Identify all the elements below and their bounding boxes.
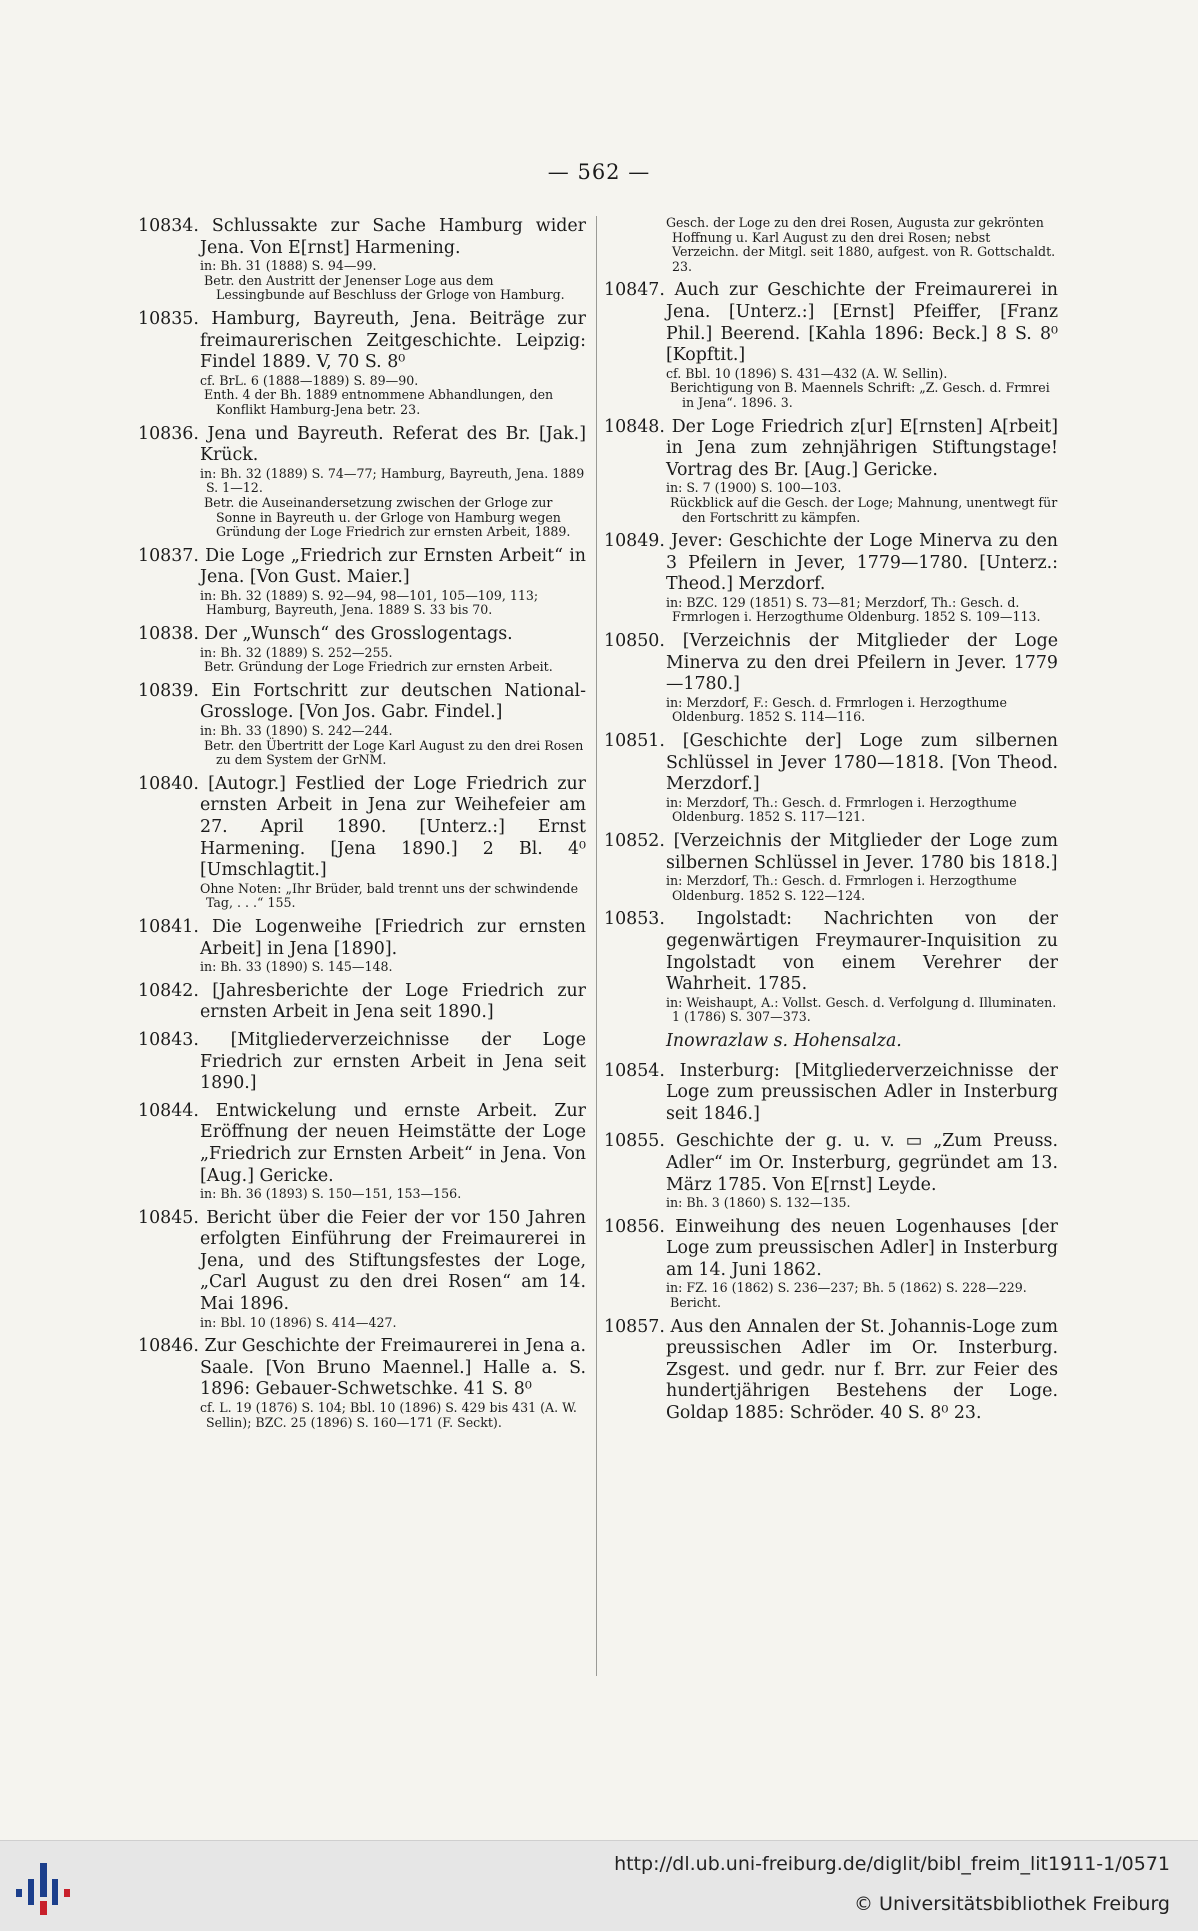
left-column	[138, 216, 586, 1436]
entry-note: in: Bh. 31 (1888) S. 94—99.	[200, 258, 377, 274]
bibliography-entry	[138, 309, 586, 418]
entry-note: in: Bh. 3 (1860) S. 132—135.	[666, 1195, 851, 1211]
entry-heading: 10857. Aus den Annalen der St. Johannis-Loge zum preussischen Adler im Or. Insterburg. Zsgest. und gedr. nur f. Brr. zur Feier des hundertjährigen Bestehens der Loge. Goldap 1885: Schröder. 40 S. 8⁰ 23.	[604, 1316, 1058, 1424]
entry-note: in: Bbl. 10 (1896) S. 414—427.	[200, 1314, 397, 1330]
entry-heading: 10848. Der Loge Friedrich z[ur] E[rnsten] A[rbeit] in Jena zum zehnjährigen Stiftungstage! Vortrag des Br. [Aug.] Gericke.	[604, 416, 1058, 480]
entry-heading: 10842. [Jahresberichte der Loge Friedrich zur ernsten Arbeit in Jena seit 1890.]	[138, 980, 586, 1023]
entry-heading: 10840. [Autogr.] Festlied der Loge Friedrich zur ernsten Arbeit in Jena zur Weihefeier am 27. April 1890. [Unterz.:] Ernst Harmening. [Jena 1890.] 2 Bl. 4⁰ [Umschlagtit.]	[138, 773, 586, 881]
copyright-text: © Universitätsbibliothek Freiburg	[854, 1893, 1170, 1915]
library-logo-icon	[12, 1859, 76, 1919]
entry-heading: 10853. Ingolstadt: Nachrichten von der gegenwärtigen Freymaurer-Inquisition zu Ingolstadt von einem Verehrer der Wahrheit. 1785.	[604, 909, 1058, 995]
entry-note: Gesch. der Loge zu den drei Rosen, Augusta zur gekrönten Hoffnung u. Karl August zu den drei Rosen; nebst Verzeichn. der Mitgl. seit 1880, aufgest. von R. Gottschaldt. 23.	[666, 215, 1056, 274]
entry-heading: 10836. Jena und Bayreuth. Referat des Br. [Jak.] Krück.	[138, 423, 586, 466]
bibliography-entry	[138, 1208, 586, 1331]
entry-note: in: Merzdorf, Th.: Gesch. d. Frmrlogen i. Herzogthume Oldenburg. 1852 S. 117—121.	[666, 794, 1017, 825]
entry-note: cf. BrL. 6 (1888—1889) S. 89—90.	[200, 372, 419, 388]
entry-heading: 10838. Der „Wunsch“ des Grosslogentags.	[138, 624, 513, 645]
bibliography-entry	[604, 731, 1058, 825]
bibliography-entry	[138, 1101, 586, 1202]
entry-note: Ohne Noten: „Ihr Brüder, bald trennt uns der schwindende Tag, . . .“ 155.	[200, 880, 579, 911]
entry-heading: 10837. Die Loge „Friedrich zur Ernsten Arbeit“ in Jena. [Von Gust. Maier.]	[138, 545, 586, 588]
entry-note: Betr. Gründung der Loge Friedrich zur ernsten Arbeit.	[204, 659, 553, 675]
entry-note: in: Bh. 32 (1889) S. 74—77; Hamburg, Bayreuth, Jena. 1889 S. 1—12.	[200, 465, 585, 496]
entry-heading: 10847. Auch zur Geschichte der Freimaurerei in Jena. [Unterz.:] [Ernst] Pfeiffer, [Franz Phil.] Beerend. [Kahla 1896: Beck.] 8 S. 8⁰ [Kopftit.]	[604, 280, 1058, 366]
entry-note: Betr. den Übertritt der Loge Karl August zu den drei Rosen zu dem System der GrNM.	[204, 737, 584, 768]
footer-bar	[0, 1840, 1198, 1931]
entry-note: in: S. 7 (1900) S. 100—103.	[666, 480, 842, 496]
entry-note: in: BZC. 129 (1851) S. 73—81; Merzdorf, Th.: Gesch. d. Frmrlogen i. Herzogthume Oldenburg. 1852 S. 109—113.	[666, 594, 1041, 625]
entry-heading: 10849. Jever: Geschichte der Loge Minerva zu den 3 Pfeilern in Jever, 1779—1780. [Unterz.: Theod.] Merzdorf.	[604, 531, 1058, 595]
entry-heading: 10834. Schlussakte zur Sache Hamburg wider Jena. Von E[rnst] Harmening.	[138, 216, 586, 258]
bibliography-entry	[138, 546, 586, 618]
page-number: — 562 —	[547, 160, 651, 184]
entry-heading: 10839. Ein Fortschritt zur deutschen National-Grossloge. [Von Jos. Gabr. Findel.]	[138, 680, 586, 723]
bibliography-entry	[604, 417, 1058, 526]
entry-note: cf. L. 19 (1876) S. 104; Bbl. 10 (1896) S. 429 bis 431 (A. W. Sellin); BZC. 25 (1896) S. 160—171 (F. Seckt).	[200, 1400, 577, 1430]
bibliography-entry	[604, 531, 1058, 625]
bibliography-entry	[604, 909, 1058, 1025]
entry-note: in: Bh. 36 (1893) S. 150—151, 153—156.	[200, 1186, 462, 1202]
bibliography-entry	[604, 1031, 1058, 1053]
entry-heading: 10851. [Geschichte der] Loge zum silbernen Schlüssel in Jever 1780—1818. [Von Theod. Merzdorf.]	[604, 731, 1058, 795]
entry-note: Berichtigung von B. Maennels Schrift: „Z. Gesch. d. Frmrei in Jena“. 1896. 3.	[670, 380, 1050, 410]
entry-heading: 10856. Einweihung des neuen Logenhauses [der Loge zum preussischen Adler] in Insterburg am 14. Juni 1862.	[604, 1216, 1058, 1280]
bibliography-entry	[604, 831, 1058, 903]
bibliography-entry	[604, 1061, 1058, 1126]
entry-heading: 10855. Geschichte der g. u. v. ▭ „Zum Preuss. Adler“ im Or. Insterburg, gegründet am 13. März 1785. Von E[rnst] Leyde.	[604, 1131, 1058, 1195]
bibliography-entry	[604, 280, 1058, 410]
entry-note: in: Bh. 32 (1889) S. 92—94, 98—101, 105—109, 113; Hamburg, Bayreuth, Jena. 1889 S. 33 bis 70.	[200, 587, 539, 618]
entry-heading: 10841. Die Logenweihe [Friedrich zur ernsten Arbeit] in Jena [1890].	[138, 916, 586, 959]
bibliography-entry	[138, 1336, 586, 1430]
cross-reference: Inowrazlaw s. Hohensalza.	[666, 1030, 902, 1051]
entry-heading: 10854. Insterburg: [Mitgliederverzeichnisse der Loge zum preussischen Adler in Insterburg seit 1846.]	[604, 1060, 1058, 1124]
bibliography-entry	[604, 631, 1058, 725]
entry-note: in: FZ. 16 (1862) S. 236—237; Bh. 5 (1862) S. 228—229.	[666, 1280, 1027, 1296]
entry-heading: 10845. Bericht über die Feier der vor 150 Jahren erfolgten Einführung der Freimaurerei in Jena, und des Stiftungsfestes der Loge, „Carl August zu den drei Rosen“ am 14. Mai 1896.	[138, 1207, 586, 1315]
entry-note: in: Bh. 33 (1890) S. 242—244.	[200, 723, 393, 739]
bibliography-entry	[138, 216, 586, 303]
entry-note: in: Bh. 33 (1890) S. 145—148.	[200, 959, 393, 975]
entry-heading: 10850. [Verzeichnis der Mitglieder der Loge Minerva zu den drei Pfeilern in Jever. 1779—1780.]	[604, 631, 1058, 695]
entry-note: Rückblick auf die Gesch. der Loge; Mahnung, unentwegt für den Fortschritt zu kämpfen.	[670, 494, 1058, 525]
bibliography-entry	[138, 981, 586, 1024]
bibliography-entry	[604, 1131, 1058, 1210]
source-url-link[interactable]: http://dl.ub.uni-freiburg.de/diglit/bibl_freim_lit1911-1/0571	[614, 1853, 1170, 1875]
entry-note: in: Bh. 32 (1889) S. 252—255.	[200, 644, 393, 660]
bibliography-entry	[138, 774, 586, 911]
entry-note: cf. Bbl. 10 (1896) S. 431—432 (A. W. Sellin).	[666, 365, 948, 381]
entry-heading: 10835. Hamburg, Bayreuth, Jena. Beiträge zur freimaurerischen Zeitgeschichte. Leipzig: Findel 1889. V, 70 S. 8⁰	[138, 308, 586, 373]
bibliography-entry	[604, 216, 1058, 274]
entry-heading: 10844. Entwickelung und ernste Arbeit. Zur Eröffnung der neuen Heimstätte der Loge „Friedrich zur Ernsten Arbeit“ in Jena. Von [Aug.] Gericke.	[138, 1100, 586, 1186]
bibliography-entry	[138, 424, 586, 540]
bibliography-entry	[138, 1030, 586, 1095]
entry-heading: 10846. Zur Geschichte der Freimaurerei in Jena a. Saale. [Von Bruno Maennel.] Halle a. S. 1896: Gebauer-Schwetschke. 41 S. 8⁰	[138, 1336, 586, 1400]
right-column	[604, 216, 1058, 1431]
entry-note: in: Merzdorf, F.: Gesch. d. Frmrlogen i. Herzogthume Oldenburg. 1852 S. 114—116.	[666, 694, 1007, 725]
bibliography-entry	[138, 681, 586, 768]
entry-note: Betr. den Austritt der Jenenser Loge aus dem Lessingbunde auf Beschluss der Grloge von Hamburg.	[204, 272, 565, 303]
entry-heading: 10843. [Mitgliederverzeichnisse der Loge Friedrich zur ernsten Arbeit in Jena seit 1890.]	[138, 1029, 586, 1094]
entry-note: in: Weishaupt, A.: Vollst. Gesch. d. Verfolgung d. Illuminaten. 1 (1786) S. 307—373.	[666, 994, 1057, 1025]
bibliography-entry	[138, 624, 586, 675]
bibliography-entry	[604, 1217, 1058, 1311]
entry-note: Enth. 4 der Bh. 1889 entnommene Abhandlungen, den Konflikt Hamburg-Jena betr. 23.	[204, 387, 554, 417]
entry-note: in: Merzdorf, Th.: Gesch. d. Frmrlogen i. Herzogthume Oldenburg. 1852 S. 122—124.	[666, 873, 1017, 903]
bibliography-entry	[604, 1317, 1058, 1425]
entry-heading: 10852. [Verzeichnis der Mitglieder der Loge zum silbernen Schlüssel in Jever. 1780 bis 1818.]	[604, 831, 1058, 873]
column-divider	[596, 216, 597, 1676]
entry-note: Bericht.	[670, 1295, 721, 1311]
entry-note: Betr. die Auseinandersetzung zwischen der Grloge zur Sonne in Bayreuth u. der Grloge von Hamburg wegen Gründung der Loge Friedrich zur ernsten Arbeit, 1889.	[204, 494, 571, 540]
bibliography-entry	[138, 917, 586, 975]
